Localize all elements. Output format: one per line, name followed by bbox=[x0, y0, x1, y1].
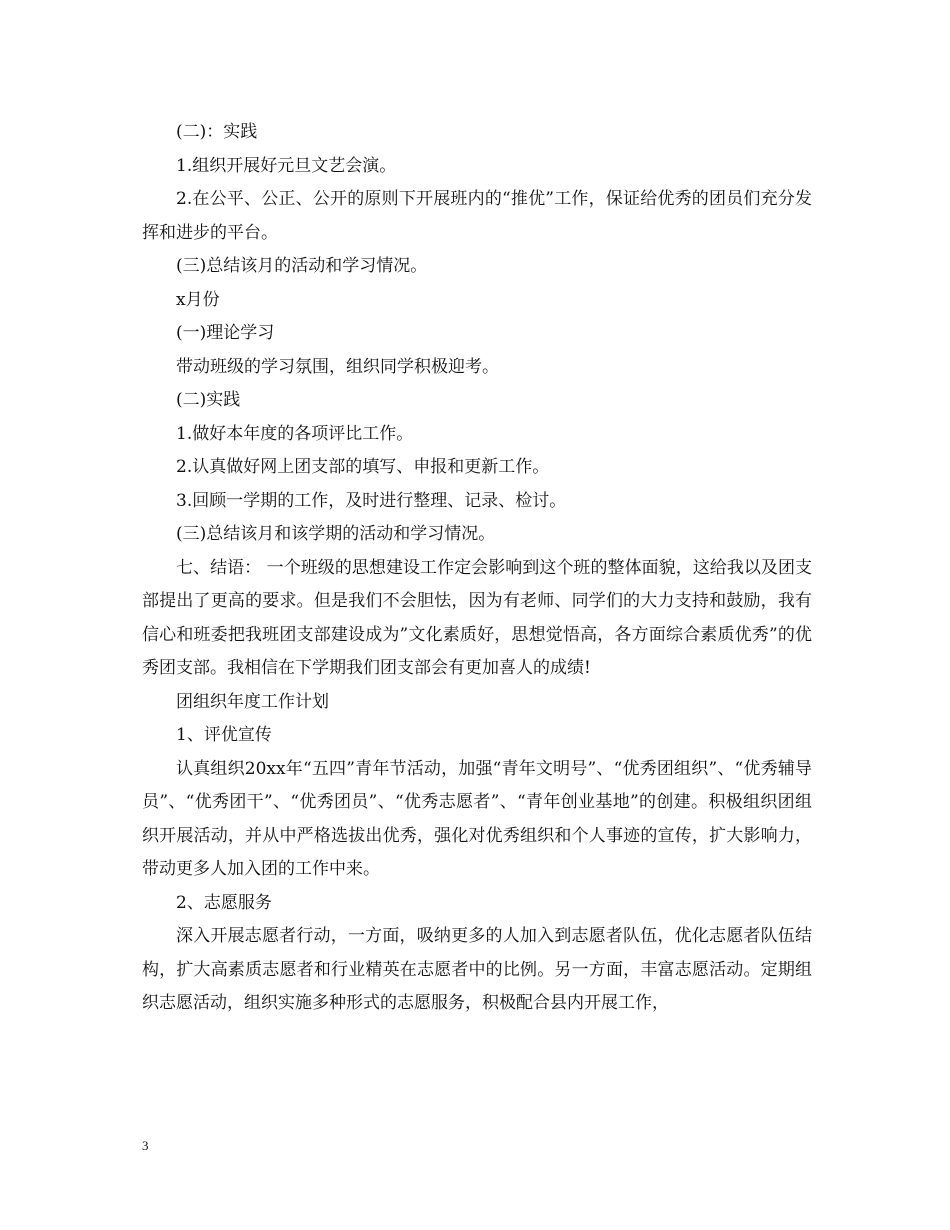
paragraph: 2.认真做好网上团支部的填写、申报和更新工作。 bbox=[176, 457, 550, 477]
paragraph: (三)总结该月和该学期的活动和学习情况。 bbox=[176, 524, 496, 544]
paragraph: (一)理论学习 bbox=[176, 323, 275, 343]
page-number: 3 bbox=[142, 1138, 149, 1153]
paragraph: 3.回顾一学期的工作，及时进行整理、记录、检讨。 bbox=[176, 490, 567, 511]
section-heading: 1、评优宣传 bbox=[176, 725, 272, 745]
body-text bbox=[142, 116, 812, 1021]
paragraph: x月份 bbox=[176, 289, 220, 310]
section-heading: 2、志愿服务 bbox=[176, 892, 272, 913]
paragraph: 深入开展志愿者行动，一方面，吸纳更多的人加入到志愿者队伍，优化志愿者队伍结构，扩大高素质志愿者和行业精英在志愿者中的比例。另一方面，丰富志愿活动。定期组织志愿活动，组织实施多种形式的志愿服务，积极配合县内开展工作， bbox=[142, 926, 812, 1013]
paragraph: 带动班级的学习氛围，组织同学积极迎考。 bbox=[176, 356, 499, 377]
paragraph: (二)实践 bbox=[176, 390, 241, 410]
paragraph: 1.做好本年度的各项评比工作。 bbox=[176, 423, 414, 444]
section-title: 团组织年度工作计划 bbox=[176, 691, 329, 712]
paragraph: 2.在公平、公正、公开的原则下开展班内的“推优”工作，保证给优秀的团员们充分发挥和进步的平台。 bbox=[142, 189, 812, 243]
paragraph: 1.组织开展好元旦文艺会演。 bbox=[176, 155, 397, 176]
paragraph: 认真组织20xx年“五四”青年节活动，加强“青年文明号”、“优秀团组织”、“优秀辅导员”、“优秀团干”、“优秀团员”、“优秀志愿者”、“青年创业基地”的创建。积极组织团组织开展活动，并从中严格选拔出优秀，强化对优秀组织和个人事迹的宣传，扩大影响力，带动更多人加入团的工作中来。 bbox=[142, 758, 812, 879]
paragraph: 七、结语： 一个班级的思想建设工作定会影响到这个班的整体面貌，这给我以及团支部提出了更高的要求。但是我们不会胆怯，因为有老师、同学们的大力支持和鼓励，我有信心和班委把我班团支部建设成为”文化素质好，思想觉悟高，各方面综合素质优秀”的优秀团支部。我相信在下学期我们团支部会有更加喜人的成绩! bbox=[142, 557, 812, 678]
paragraph: (三)总结该月的活动和学习情况。 bbox=[176, 256, 428, 276]
paragraph: (二)：实践 bbox=[176, 122, 258, 142]
